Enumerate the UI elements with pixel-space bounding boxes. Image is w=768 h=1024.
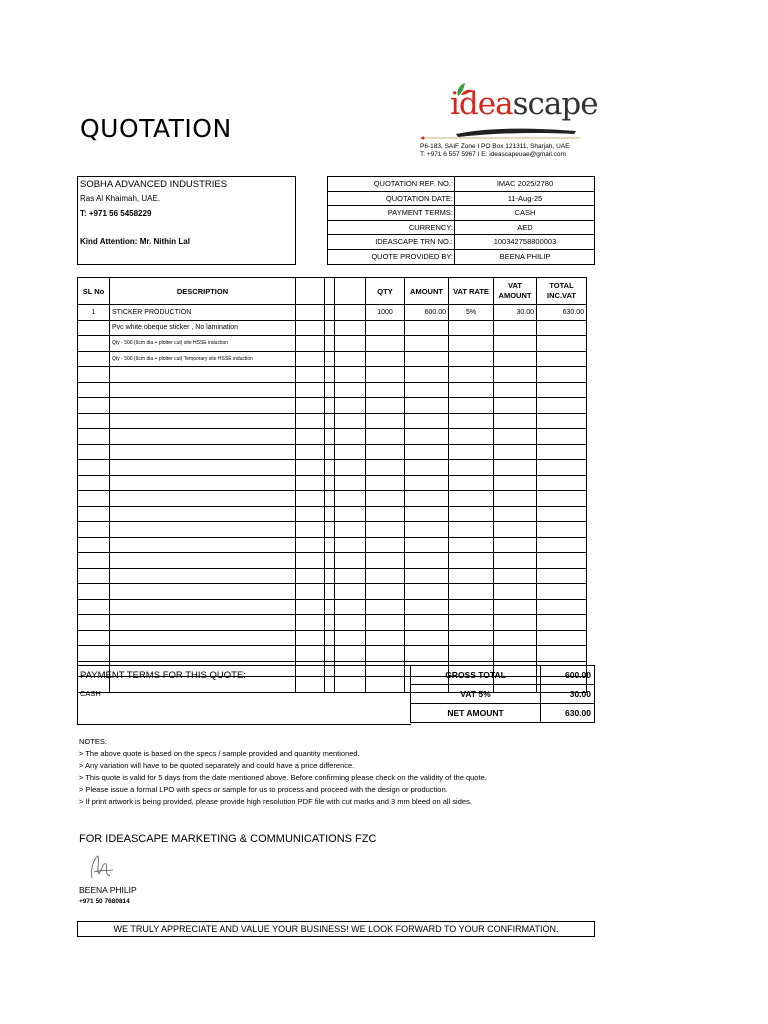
col-header-qty: QTY <box>366 278 405 305</box>
logo-wordmark: ideascape <box>450 86 598 122</box>
cell-total <box>537 336 587 352</box>
cell-vat-amount <box>494 320 537 336</box>
note-line: > Any variation will have to be quoted separately and could have a price difference. <box>79 761 355 770</box>
table-row <box>78 305 587 321</box>
note-line: > The above quote is based on the specs / sample provided and quantity mentioned. <box>79 749 360 758</box>
totals-table <box>410 665 595 723</box>
signature-image <box>86 852 116 882</box>
quote-info-row: QUOTATION DATE: 11-Aug-25 <box>328 192 594 207</box>
quote-info-box <box>327 176 595 265</box>
table-row <box>78 429 587 445</box>
footer-message: WE TRULY APPRECIATE AND VALUE YOUR BUSINESS! WE LOOK FORWARD TO YOUR CONFIRMATION. <box>77 921 595 937</box>
cell-qty <box>366 320 405 336</box>
table-row <box>78 522 587 538</box>
table-row <box>78 475 587 491</box>
company-contact: T: +971 6 557 5967 I E: ideascapeuae@gmail.com <box>420 151 566 158</box>
cell-amount <box>405 351 449 367</box>
quote-info-row: QUOTATION REF. NO.: IMAC 2025/2780 <box>328 177 594 192</box>
cell-vat-rate <box>449 351 494 367</box>
cell-amount: 600.00 <box>405 305 449 321</box>
signoff-name: BEENA PHILIP <box>79 885 137 895</box>
signoff-company: FOR IDEASCAPE MARKETING & COMMUNICATIONS FZC <box>79 833 377 845</box>
cell-amount <box>405 336 449 352</box>
table-row <box>78 630 587 646</box>
table-row <box>78 506 587 522</box>
col-header-amount: AMOUNT <box>405 278 449 305</box>
cell-vat-amount <box>494 351 537 367</box>
cell-amount <box>405 320 449 336</box>
cell-qty: 1000 <box>366 305 405 321</box>
cell-qty <box>366 351 405 367</box>
table-row <box>78 367 587 383</box>
totals-row: NET AMOUNT 630.00 <box>411 704 595 723</box>
cell-sl <box>78 320 110 336</box>
payment-terms-title: PAYMENT TERMS FOR THIS QUOTE: <box>80 670 246 681</box>
table-row <box>78 460 587 476</box>
cell-vat-amount <box>494 336 537 352</box>
col-header-vat-amount: VAT AMOUNT <box>494 278 537 305</box>
table-row <box>78 351 587 367</box>
table-row <box>78 398 587 414</box>
cell-vat-amount: 30.00 <box>494 305 537 321</box>
cell-sl <box>78 336 110 352</box>
cell-sl <box>78 351 110 367</box>
cell-vat-rate: 5% <box>449 305 494 321</box>
col-header-vat-rate: VAT RATE <box>449 278 494 305</box>
cell-vat-rate <box>449 320 494 336</box>
note-line: > This quote is valid for 5 days from the date mentioned above. Before confirming please check on the validity of the quote. <box>79 773 487 782</box>
cell-desc: Pvc white obeque sticker , No lamination <box>110 320 296 336</box>
col-header-description: DESCRIPTION <box>110 278 296 305</box>
cell-vat-rate <box>449 336 494 352</box>
items-table <box>77 277 587 693</box>
logo-underline <box>420 136 580 140</box>
table-row <box>78 537 587 553</box>
table-row <box>78 599 587 615</box>
client-box <box>77 176 296 265</box>
quote-info-row: IDEASCAPE TRN NO.: 100342758800003 <box>328 235 594 250</box>
totals-row: GROSS TOTAL 600.00 <box>411 666 595 685</box>
client-location: Ras Al Khaimah, UAE. <box>80 194 161 203</box>
table-row <box>78 320 587 336</box>
table-row <box>78 568 587 584</box>
table-row <box>78 336 587 352</box>
cell-total <box>537 351 587 367</box>
col-header-sl: SL No <box>78 278 110 305</box>
payment-terms-value: CASH <box>80 689 101 698</box>
table-row <box>78 584 587 600</box>
quote-info-row: PAYMENT TERMS: CASH <box>328 206 594 221</box>
table-row <box>78 553 587 569</box>
signoff-phone: +971 50 7680814 <box>79 898 130 905</box>
cell-desc: STICKER PRODUCTION <box>110 305 296 321</box>
table-header-row <box>78 278 587 305</box>
table-row <box>78 413 587 429</box>
payment-terms-box <box>77 665 411 725</box>
table-row <box>78 444 587 460</box>
table-row <box>78 646 587 662</box>
note-line: > Please issue a formal LPO with specs or sample for us to process and proceed with the design or production. <box>79 785 448 794</box>
client-attention: Kind Attention: Mr. Nithin Lal <box>80 237 190 246</box>
notes-heading: NOTES: <box>79 737 107 746</box>
table-row <box>78 382 587 398</box>
cell-desc: Qty - 500 (6cm dia + plotter cut) site HSSE induction <box>110 336 296 352</box>
cell-qty <box>366 336 405 352</box>
client-name: SOBHA ADVANCED INDUSTRIES <box>80 179 228 190</box>
quote-info-row: CURRENCY: AED <box>328 221 594 236</box>
cell-sl: 1 <box>78 305 110 321</box>
table-row <box>78 615 587 631</box>
note-line: > If print artwork is being provided, please provide high resolution PDF file with cut marks and 3 mm bleed on all sides. <box>79 797 472 806</box>
cell-total: 630.00 <box>537 305 587 321</box>
company-address: P6-183, SAIF Zone I PO Box 121311, Sharjah, UAE <box>420 143 570 150</box>
client-phone: T: +971 56 5458229 <box>80 209 152 218</box>
table-row <box>78 491 587 507</box>
totals-row: VAT 5% 30.00 <box>411 685 595 704</box>
page-title: QUOTATION <box>80 114 232 143</box>
cell-total <box>537 320 587 336</box>
cell-desc: Qty - 500 (6cm dia + plotter cut) Temporary site HSSE induction <box>110 351 296 367</box>
col-header-total: TOTAL INC.VAT <box>537 278 587 305</box>
quote-info-row: QUOTE PROVIDED BY: BEENA PHILIP <box>371 251 551 261</box>
